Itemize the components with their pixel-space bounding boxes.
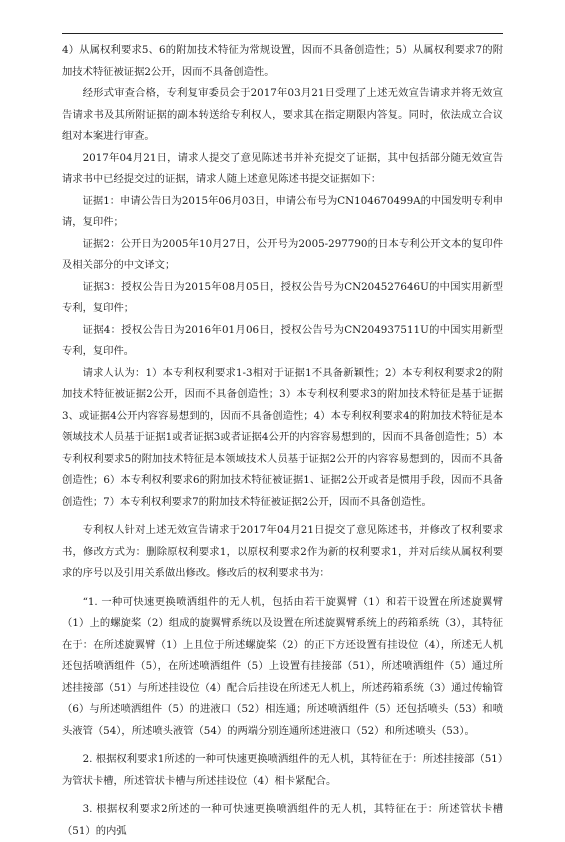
header-rule [62,33,503,34]
claim-2: 2. 根据权利要求1所述的一种可快速更换喷洒组件的无人机，其特征在于：所述挂接部（51）为管状卡槽，所述管状卡槽与所述挂设位（4）相卡紧配合。 [62,753,503,787]
paragraph-requester-opinion: 请求人认为：1）本专利权利要求1-3相对于证据1不具备新颖性；2）本专利权利要求2的附加技术特征被证据2公开，因而不具备创造性；3）本专利权利要求3的附加技术特征是基于证据3、或证据4公开内容容易想到的，因而不具备创造性；4）本专利权利要求4的附加技术特征是本领域技术人员基于证据1或者证据3或者证据4公开的内容容易想到的，因而不具备创造性；5）本专利权利要求5的附加技术特征是本领域技术人员基于证据2公开的内容容易想到的，因而不具备创造性；6）本专利权利要求6的附加技术特征被证据1、证据2公开或者是惯用手段，因而不具备创造性；7）本专利权利要求7的附加技术特征被证据2公开，因而不具备创造性。 [62,366,503,508]
document-body [62,40,503,842]
claim-3: 3. 根据权利要求2所述的一种可快速更换喷洒组件的无人机，其特征在于：所述管状卡槽（51）的内弧 [62,803,503,837]
evidence-item-2: 证据2：公开日为2005年10月27日，公开号为2005-297790的日本专利公开文本的复印件及相关部分的中文译文； [62,237,503,271]
evidence-item-4: 证据4：授权公告日为2016年01月06日，授权公告号为CN204937511U的中国实用新型专利，复印件。 [62,323,503,357]
paragraph-patentee-response: 专利权人针对上述无效宣告请求于2017年04月21日提交了意见陈述书，并修改了权利要求书，修改方式为：删除原权利要求1，以原权利要求2作为新的权利要求1，并对后续从属权利要求的序号以及引用关系做出修改。修改后的权利要求书为： [62,524,503,579]
evidence-item-3: 证据3：授权公告日为2015年08月05日，授权公告号为CN204527646U的中国实用新型专利，复印件； [62,280,503,314]
paragraph-supplementary-evidence: 2017年04月21日，请求人提交了意见陈述书并补充提交了证据，其中包括部分随无效宣告请求书中已经提交过的证据，请求人随上述意见陈述书提交证据如下： [62,151,503,185]
paragraph-formal-review: 经形式审查合格，专利复审委员会于2017年03月21日受理了上述无效宣告请求并将无效宣告请求书及其所附证据的副本转送给专利权人，要求其在指定期限内答复。同时，依法成立合议组对本案进行审查。 [62,87,503,142]
evidence-item-1: 证据1：申请公告日为2015年06月03日，申请公布号为CN104670499A的中国发明专利申请，复印件； [62,194,503,228]
claim-1: “1. 一种可快速更换喷洒组件的无人机，包括由若干旋翼臂（1）和若干设置在所述旋翼臂（1）上的螺旋桨（2）组成的旋翼臂系统以及设置在所述旋翼臂系统上的药箱系统（3），其特征在于：在所述旋翼臂（1）上且位于所述螺旋桨（2）的正下方还设置有挂设位（4），所述无人机还包括喷洒组件（5），在所述喷洒组件（5）上设置有挂接部（51），所述喷洒组件（5）通过所述挂接部（51）与所述挂设位（4）配合后挂设在所述无人机上，所述药箱系统（3）通过传输管（6）与所述喷洒组件（5）的进液口（52）相连通；所述喷洒组件（5）还包括喷头（53）和喷头液管（54），所述喷头液管（54）的两端分别连通所述进液口（52）和所述喷头（53）。 [62,595,503,737]
paragraph-continuation: 4）从属权利要求5、6的附加技术特征为常规设置，因而不具备创造性；5）从属权利要求7的附加技术特征被证据2公开，因而不具备创造性。 [62,44,503,78]
